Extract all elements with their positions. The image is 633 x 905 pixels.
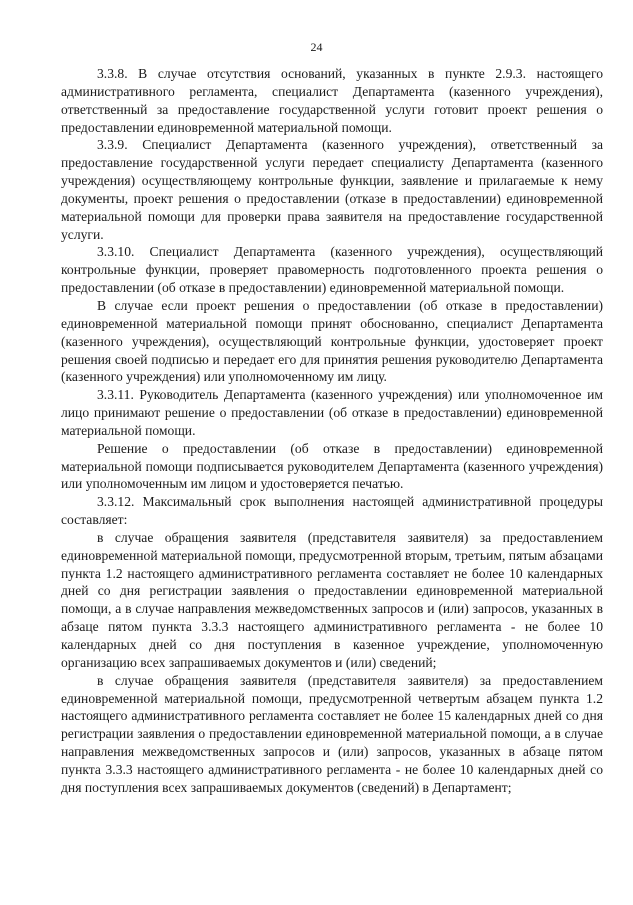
paragraph-3-3-10: 3.3.10. Специалист Департамента (казенного учреждения), осуществляющий контрольные функции, проверяет правомерность подготовленного проекта решения о предоставлении (об отказе в предоставлении) единовременной материальной помощи. (61, 244, 603, 296)
paragraph-3-3-12: 3.3.12. Максимальный срок выполнения настоящей административной процедуры составляет: (61, 494, 603, 528)
paragraph-decision-signing: Решение о предоставлении (об отказе в предоставлении) единовременной материальной помощи подписывается руководителем Департамента (казенного учреждения) или уполномоченным им лицом и удостоверяется печатью. (61, 440, 603, 492)
paragraph-3-3-8: 3.3.8. В случае отсутствия оснований, указанных в пункте 2.9.3. настоящего административного регламента, специалист Департамента (казенного учреждения), ответственный за предоставление государственной услуги готовит проект решения о предоставлении единовременной материальной помощи. (61, 66, 603, 135)
document-body (61, 65, 603, 797)
page-number: 24 (310, 40, 323, 54)
paragraph-3-3-11: 3.3.11. Руководитель Департамента (казенного учреждения) или уполномоченное им лицо принимают решение о предоставлении (об отказе в предоставлении) единовременной материальной помощи. (61, 387, 603, 438)
paragraph-term-case-2: в случае обращения заявителя (представителя заявителя) за предоставлением единовременной материальной помощи, предусмотренной четвертым абзацем пункта 1.2 настоящего административного регламента составляет не более 15 календарных дней со дня регистрации заявления о предоставлении единовременной материальной помощи, а в случае направления межведомственных запросов и (или) запросов, указанных в абзаце пятом пункта 3.3.3 настоящего административного регламента - не более 10 календарных дней со дня поступления всех запрашиваемых документов (сведений) в Департамент; (61, 672, 603, 795)
paragraph-3-3-9: 3.3.9. Специалист Департамента (казенного учреждения), ответственный за предоставление государственной услуги передает специалисту Департамента (казенного учреждения) осуществляющему контрольные функции, заявление и прилагаемые к нему документы, проект решения о предоставлении (отказе в предоставлении) единовременной материальной помощи для проверки права заявителя на предоставление государственной услуги. (61, 137, 603, 242)
paragraph-term-case-1: в случае обращения заявителя (представителя заявителя) за предоставлением единовременной материальной помощи, предусмотренной вторым, третьим, пятым абзацами пункта 1.2 настоящего административного регламента составляет не более 10 календарных дней со дня регистрации заявления о предоставлении единовременной материальной помощи, а в случае направления межведомственных запросов и (или) запросов, указанных в абзаце пятом пункта 3.3.3 настоящего административного регламента - не более 10 календарных дней со дня поступления в казенное учреждение, уполномоченную организацию всех запрашиваемых документов и (или) сведений; (61, 529, 603, 670)
paragraph-approval-case: В случае если проект решения о предоставлении (об отказе в предоставлении) единовременной материальной помощи принят обоснованно, специалист Департамента (казенного учреждения), осуществляющий контрольные функции, удостоверяет проект решения своей подписью и передает его для принятия решения руководителю Департамента (казенного учреждения) или уполномоченному им лицу. (61, 297, 603, 385)
